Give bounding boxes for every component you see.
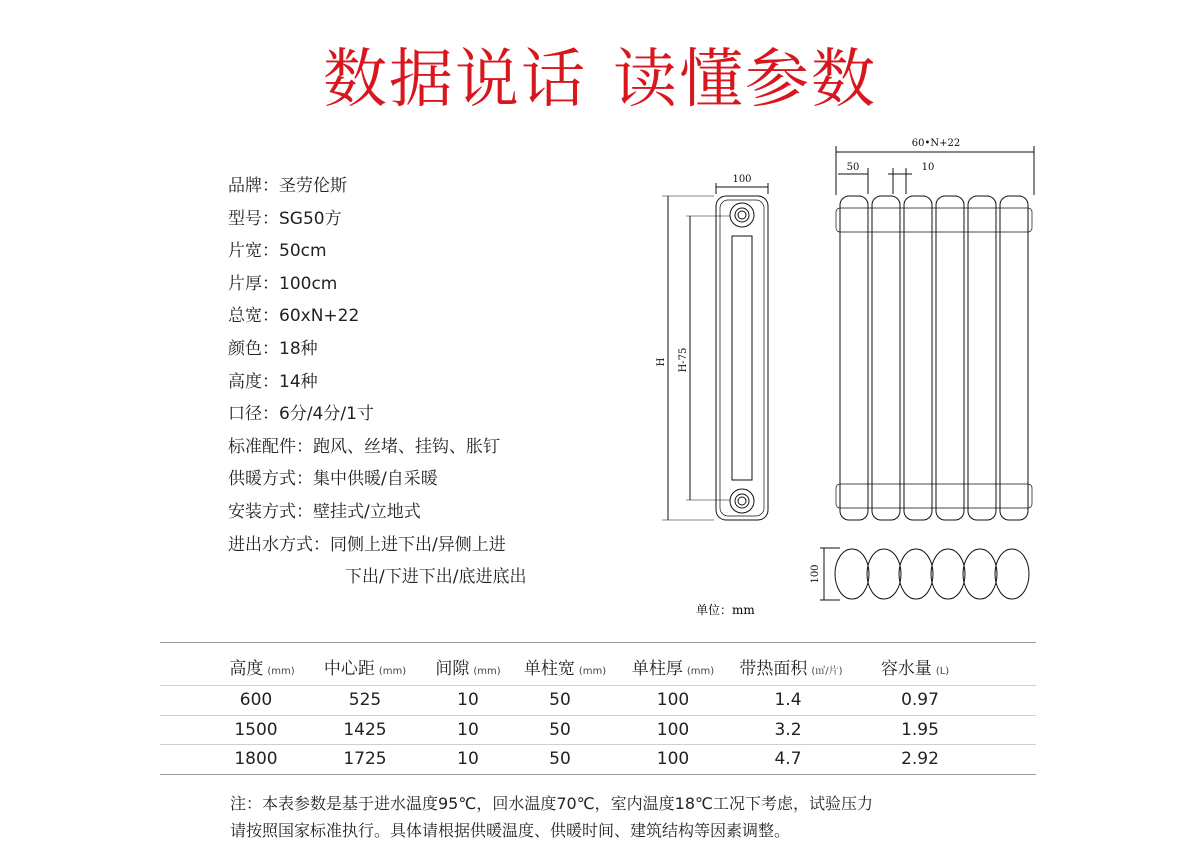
table-cell: 525	[348, 690, 382, 710]
spec-row	[228, 173, 526, 206]
table-cell: 100	[656, 749, 690, 769]
table-cell: 50	[549, 749, 571, 769]
table-cell: 50	[549, 690, 571, 710]
spec-label: 总宽：	[228, 306, 279, 327]
spec-row	[228, 466, 526, 499]
footnote-line: 请按照国家标准执行。具体请根据供暖温度、供暖时间、建筑结构等因素调整。	[230, 821, 791, 840]
table-cell: 4.7	[774, 749, 802, 769]
spec-value: 18种	[279, 338, 318, 359]
table-cell: 10	[457, 749, 479, 769]
spec-row	[228, 401, 526, 434]
spec-label: 安装方式：	[228, 501, 313, 522]
dim-side-width: 100	[732, 174, 752, 185]
spec-value: 100cm	[279, 273, 338, 294]
radiator-diagram	[640, 130, 1040, 620]
spec-row	[228, 434, 526, 467]
table-cell: 1500	[234, 720, 278, 740]
dim-column-width: 50	[846, 162, 860, 173]
table-cell: 10	[457, 720, 479, 740]
spec-value: 壁挂式/立地式	[313, 501, 421, 522]
table-cell: 100	[656, 720, 690, 740]
table-cell: 2.92	[901, 749, 939, 769]
spec-label: 品牌：	[228, 176, 279, 196]
dim-total-width: 60•N+22	[911, 138, 961, 149]
table-cell: 50	[549, 720, 571, 740]
front-view	[836, 146, 1034, 520]
spec-label: 片厚：	[228, 273, 279, 294]
spec-value: 6分/4分/1寸	[279, 404, 374, 425]
spec-value: 圣劳伦斯	[279, 176, 347, 196]
table-cell: 1.4	[774, 690, 802, 710]
table-bottom-rule	[160, 774, 1036, 775]
unit-label: 单位：mm	[696, 603, 755, 617]
spec-value: 50cm	[279, 241, 327, 262]
spec-row	[228, 206, 526, 239]
dim-gap: 10	[921, 162, 935, 173]
spec-label: 供暖方式：	[228, 469, 313, 490]
table-row	[160, 686, 1036, 714]
spec-value: 60xN+22	[279, 306, 360, 327]
spec-row	[228, 238, 526, 271]
spec-row-continuation	[228, 564, 526, 597]
header-cell: 容水量 (L)	[880, 659, 950, 679]
header-cell: 单柱宽 (mm)	[523, 659, 607, 679]
header-cell: 带热面积 (㎡/片)	[739, 659, 843, 679]
spec-value: 集中供暖/自采暖	[313, 469, 438, 490]
table-top-rule	[160, 642, 1036, 643]
header-cell: 单柱厚 (mm)	[631, 659, 715, 679]
table-row	[160, 716, 1036, 744]
table-cell: 600	[239, 690, 273, 710]
header-cell: 间隙 (mm)	[435, 659, 501, 679]
header-cell: 高度 (mm)	[229, 659, 295, 679]
table-cell: 10	[457, 690, 479, 710]
spec-value: 跑风、丝堵、挂钩、胀钉	[313, 436, 500, 457]
top-view	[820, 548, 1029, 600]
spec-row	[228, 369, 526, 402]
page-title	[0, 28, 1200, 120]
table-cell: 1425	[343, 720, 387, 740]
spec-label: 高度：	[228, 371, 279, 392]
spec-row	[228, 303, 526, 336]
spec-value: SG50方	[279, 208, 342, 229]
spec-label: 片宽：	[228, 241, 279, 262]
spec-row	[228, 532, 526, 565]
spec-value: 同侧上进下出/异侧上进	[330, 534, 506, 555]
dim-depth: 100	[810, 564, 821, 584]
footnote-line: 注：本表参数是基于进水温度95℃，回水温度70℃，室内温度18℃工况下考虑，试验压力	[230, 794, 873, 813]
title-main: 数据说话	[323, 43, 587, 117]
table-cell: 1725	[343, 749, 387, 769]
spec-label: 进出水方式：	[228, 534, 330, 555]
title-sub: 读懂参数	[613, 43, 877, 117]
spec-label: 口径：	[228, 404, 279, 425]
table-cell: 100	[656, 690, 690, 710]
spec-row	[228, 499, 526, 532]
spec-label: 型号：	[228, 208, 279, 229]
spec-row	[228, 336, 526, 369]
spec-list	[228, 173, 526, 597]
table-row	[160, 745, 1036, 773]
spec-row	[228, 271, 526, 304]
table-header	[160, 655, 1036, 683]
table-cell: 3.2	[774, 720, 802, 740]
spec-label: 标准配件：	[228, 436, 313, 457]
spec-value: 14种	[279, 371, 318, 392]
table-cell: 1.95	[901, 720, 939, 740]
spec-value: 下出/下进下出/底进底出	[345, 567, 527, 588]
spec-label: 颜色：	[228, 338, 279, 359]
header-cell: 中心距 (mm)	[323, 659, 407, 679]
dim-height: H	[656, 357, 667, 367]
footnote	[230, 790, 873, 844]
table-cell: 0.97	[901, 690, 939, 710]
dim-center-distance: H-75	[678, 347, 689, 373]
table-cell: 1800	[234, 749, 278, 769]
